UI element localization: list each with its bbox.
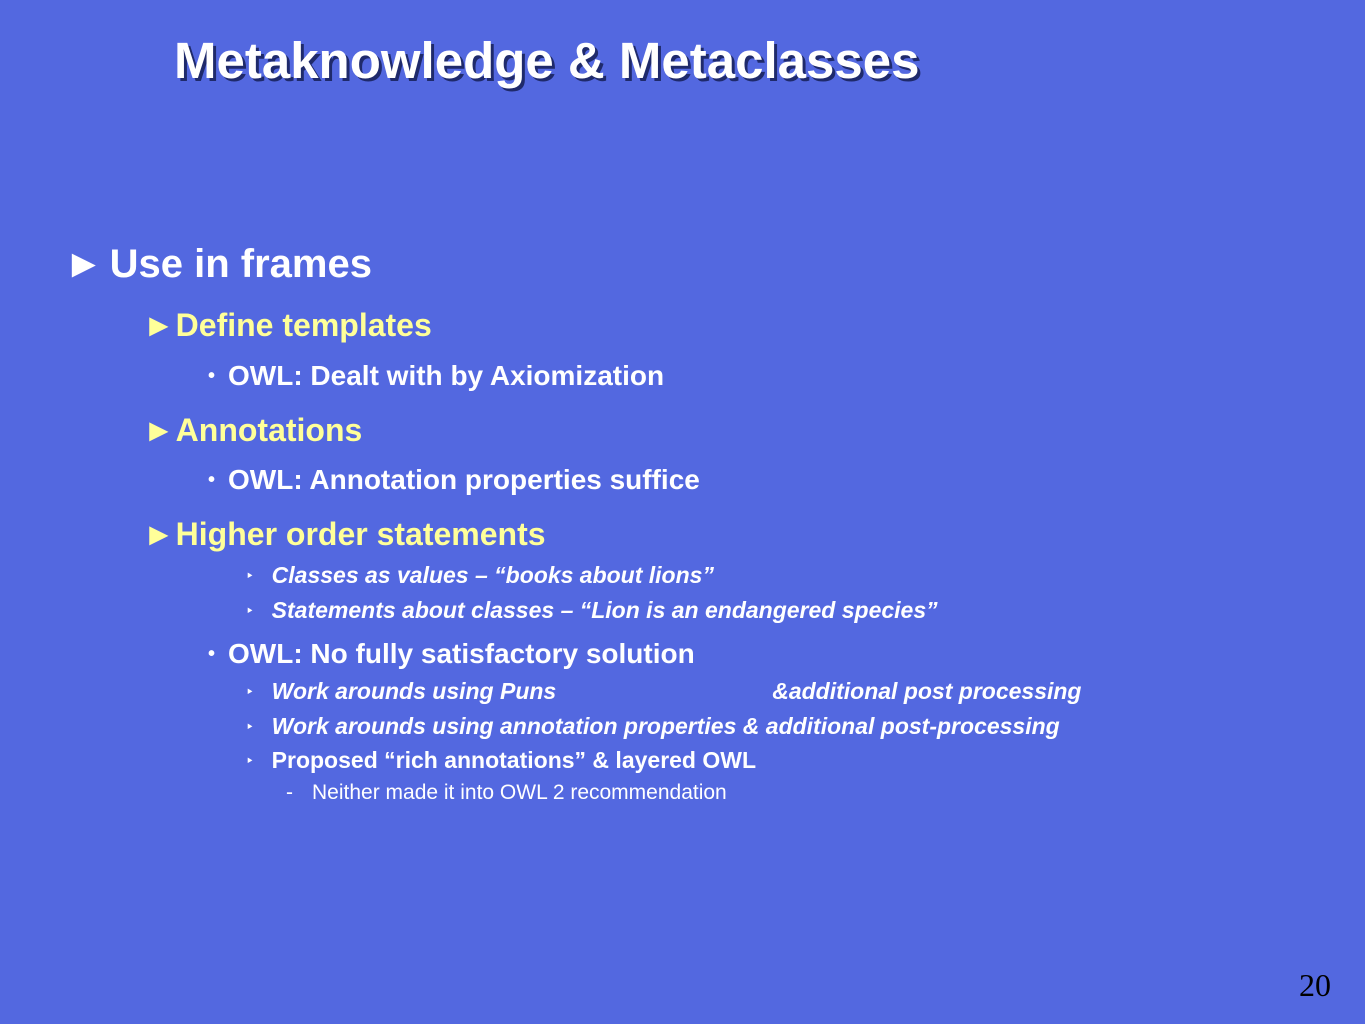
bullet-text-part1: Work arounds using Puns — [271, 678, 557, 704]
bullet-owl-annotation-properties — [208, 463, 700, 497]
bullet-text: Proposed “rich annotations” & layered OWL — [271, 747, 757, 773]
bullet-define-templates — [143, 306, 432, 344]
bullet-text: Classes as values – “books about lions” — [271, 562, 714, 588]
bullet-workarounds-annotation-properties — [246, 713, 1060, 741]
small-arrow-bullet-icon: ‣ — [246, 604, 254, 618]
arrow-bullet-icon: ► — [143, 307, 175, 343]
bullet-text: Work arounds using annotation properties & additional post-processing — [271, 713, 1060, 739]
arrow-bullet-icon: ► — [143, 412, 175, 448]
arrow-bullet-icon: ► — [143, 516, 175, 552]
bullet-text-part2: &additional post processing — [772, 678, 1082, 704]
bullet-text: Higher order statements — [175, 516, 546, 552]
small-arrow-bullet-icon: ‣ — [246, 569, 254, 583]
small-arrow-bullet-icon: ‣ — [246, 754, 254, 768]
bullet-classes-as-values — [246, 562, 714, 590]
bullet-use-in-frames — [64, 240, 372, 288]
bullet-proposed-rich-annotations — [246, 747, 756, 775]
bullet-text: Annotations — [175, 412, 363, 448]
bullet-higher-order-statements — [143, 515, 546, 553]
arrow-bullet-icon: ► — [64, 242, 104, 286]
small-arrow-bullet-icon: ‣ — [246, 685, 254, 699]
bullet-neither-made-it — [286, 780, 727, 805]
bullet-owl-axiomization — [208, 359, 664, 393]
dot-bullet-icon: • — [208, 365, 216, 387]
bullet-text: Define templates — [175, 307, 432, 343]
dot-bullet-icon: • — [208, 643, 216, 665]
dot-bullet-icon: • — [208, 469, 216, 491]
dash-bullet-icon: - — [286, 781, 293, 804]
small-arrow-bullet-icon: ‣ — [246, 720, 254, 734]
bullet-text: Neither made it into OWL 2 recommendation — [312, 781, 727, 804]
bullet-text: OWL: Dealt with by Axiomization — [228, 360, 665, 391]
bullet-owl-no-solution — [208, 637, 695, 671]
bullet-statements-about-classes — [246, 597, 938, 625]
bullet-text: Statements about classes – “Lion is an endangered species” — [271, 597, 938, 623]
bullet-annotations — [143, 411, 362, 449]
slide-title: Metaknowledge & Metaclasses — [174, 32, 920, 89]
page-number: 20 — [1299, 967, 1331, 1003]
bullet-text: Use in frames — [109, 242, 372, 286]
bullet-text: OWL: No fully satisfactory solution — [228, 638, 695, 669]
bullet-text: OWL: Annotation properties suffice — [228, 464, 700, 495]
bullet-workarounds-puns — [246, 678, 1081, 706]
